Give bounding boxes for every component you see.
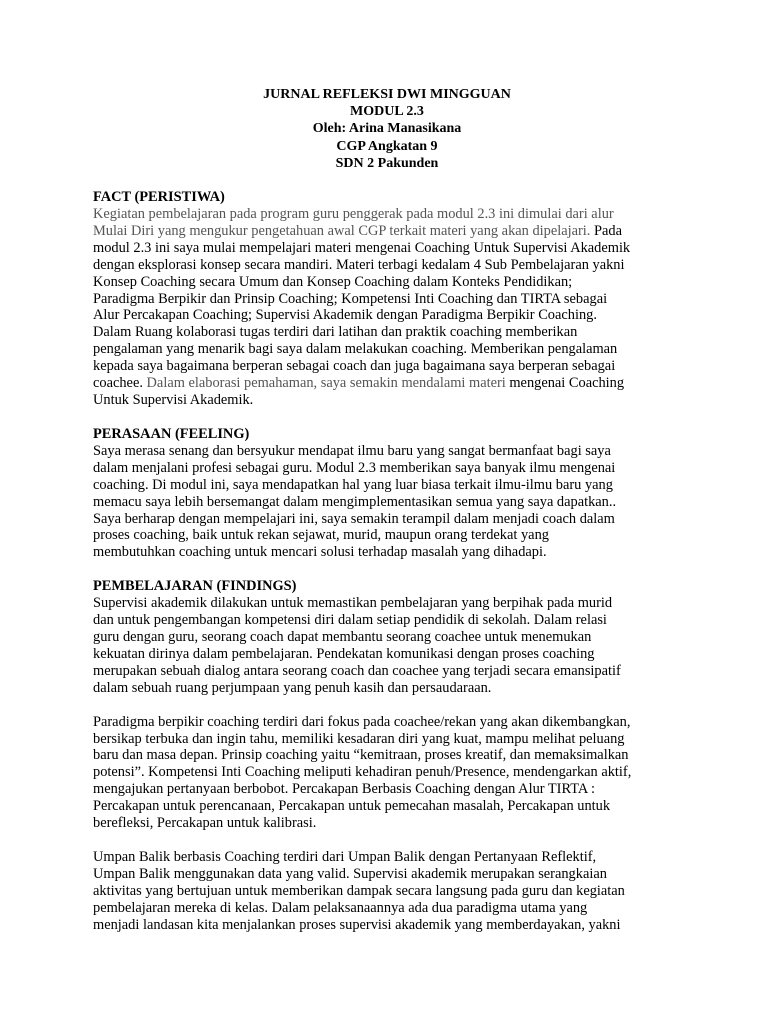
paragraph-line: pengalaman yang menarik bagi saya dalam melakukan coaching. Memberikan pengalaman xyxy=(93,341,618,358)
paragraph-line: baru dan masa depan. Prinsip coaching yaitu “kemitraan, proses kreatif, dan memaksimalkan xyxy=(93,747,629,764)
author-line: Oleh: Arina Manasikana xyxy=(312,121,462,137)
paragraph-line: Saya merasa senang dan bersyukur mendapat ilmu baru yang sangat bermanfaat bagi saya xyxy=(93,442,611,459)
paragraph-line: kepada saya bagaimana berperan sebagai coach dan juga bagaimana saya berperan sebagai xyxy=(93,358,616,375)
paragraph-line: dalam menjalani profesi sebagai guru. Modul 2.3 memberikan saya banyak ilmu mengenai xyxy=(93,459,616,476)
findings-heading: PEMBELAJARAN (FINDINGS) xyxy=(93,578,297,595)
paragraph-line: Saya berharap dengan mempelajari ini, saya semakin terampil dalam menjadi coach dalam xyxy=(93,510,615,527)
paragraph-line: modul 2.3 ini saya mulai mempelajari materi mengenai Coaching Untuk Supervisi Akademik xyxy=(93,239,631,256)
paragraph-line: membutuhkan coaching untuk mencari solusi terhadap masalah yang dihadapi. xyxy=(93,544,547,561)
paragraph-line: merupakan sebuah dialog antara seorang coach dan coachee yang terjadi secara emansipatif xyxy=(93,662,621,679)
paragraph-line: pembelajaran mereka di kelas. Dalam pelaksanaannya ada dua paradigma utama yang xyxy=(93,899,588,916)
paragraph-line: mengenai Coaching xyxy=(505,375,625,392)
fact-paragraph xyxy=(93,206,683,409)
paragraph-line: Dalam elaborasi pemahaman, saya semakin mendalami materi xyxy=(142,375,506,392)
paragraph-line: mengajukan pertanyaan berbobot. Percakapan Berbasis Coaching dengan Alur TIRTA : xyxy=(93,781,596,798)
paragraph-line: Mulai Diri yang mengukur pengetahuan awal CGP terkait materi yang akan dipelajari. xyxy=(93,222,591,239)
paragraph-line: dan untuk pengembangan kompetensi diri dalam setiap pendidik di sekolah. Dalam relasi xyxy=(93,612,607,629)
module-label: MODUL 2.3 xyxy=(350,104,424,120)
paragraph-line: menjadi landasan kita menjalankan proses supervisi akademik yang memberdayakan, yakni xyxy=(93,916,621,933)
paragraph-line: Paradigma Berpikir dan Prinsip Coaching; Kompetensi Inti Coaching dan TIRTA sebagai xyxy=(93,290,608,307)
paragraph-line: Supervisi akademik dilakukan untuk memastikan pembelajaran yang berpihak pada murid xyxy=(93,595,613,612)
paragraph-line: Percakapan untuk perencanaan, Percakapan untuk pemecahan masalah, Percakapan untuk xyxy=(93,798,611,815)
paragraph-line: Untuk Supervisi Akademik. xyxy=(93,391,254,408)
feeling-paragraph xyxy=(93,443,683,561)
paragraph-line: Umpan Balik berbasis Coaching terdiri dari Umpan Balik dengan Pertanyaan Reflektif, xyxy=(93,849,597,866)
paragraph-line: dalam sebuah ruang perjumpaan yang penuh kasih dan persaudaraan. xyxy=(93,679,492,696)
paragraph-line: kekuatan dirinya dalam pembelajaran. Pendekatan komunikasi dengan proses coaching xyxy=(93,645,595,662)
paragraph-line: Kegiatan pembelajaran pada program guru penggerak pada modul 2.3 ini dimulai dari alur xyxy=(93,206,614,223)
paragraph-line: Paradigma berpikir coaching terdiri dari fokus pada coachee/rekan yang akan dikembangkan, xyxy=(93,713,631,730)
paragraph-line: coachee. xyxy=(93,375,143,392)
document-title: JURNAL REFLEKSI DWI MINGGUAN xyxy=(263,87,511,102)
paragraph-line: proses coaching, baik untuk rekan sejawat, murid, maupun orang terdekat yang xyxy=(93,527,549,544)
paragraph-line: bersikap terbuka dan ingin tahu, memiliki kesadaran diri yang kuat, mampu melihat peluang xyxy=(93,730,625,747)
paragraph-line: berefleksi, Percakapan untuk kalibrasi. xyxy=(93,815,317,832)
findings-paragraph-2 xyxy=(93,714,683,832)
paragraph-line: dengan eksplorasi konsep secara mandiri. Materi terbagi kedalam 4 Sub Pembelajaran yakni xyxy=(93,256,625,273)
school-line: SDN 2 Pakunden xyxy=(335,155,439,171)
paragraph-line: memacu saya lebih bersemangat dalam mengimplementasikan semua yang saya dapatkan.. xyxy=(93,493,617,510)
paragraph-line: coaching. Di modul ini, saya mendapatkan hal yang luar biasa terkait ilmu-ilmu baru yang xyxy=(93,476,613,493)
paragraph-line: Alur Percakapan Coaching; Supervisi Akademik dengan Paradigma Berpikir Coaching. xyxy=(93,307,597,324)
feeling-heading: PERASAAN (FEELING) xyxy=(93,425,250,442)
paragraph-line: Konsep Coaching secara Umum dan Konsep Coaching dalam Konteks Pendidikan; xyxy=(93,273,573,290)
paragraph-line: guru dengan guru, seorang coach dapat membantu seorang coachee untuk menemukan xyxy=(93,629,592,646)
paragraph-line: potensi”. Kompetensi Inti Coaching meliputi kehadiran penuh/Presence, mendengarkan aktif, xyxy=(93,764,632,781)
document-header xyxy=(91,86,683,172)
paragraph-line: aktivitas yang bertujuan untuk memberikan dampak secara langsung pada guru dan kegiatan xyxy=(93,882,625,899)
paragraph-line: Dalam Ruang kolaborasi tugas terdiri dari latihan dan praktik coaching memberikan xyxy=(93,324,578,341)
findings-paragraph-3 xyxy=(93,849,683,934)
document-page xyxy=(93,86,683,934)
findings-paragraph-1 xyxy=(93,595,683,696)
paragraph-line: Umpan Balik menggunakan data yang valid. Supervisi akademik merupakan serangkaian xyxy=(93,865,607,882)
cohort-line: CGP Angkatan 9 xyxy=(336,138,438,154)
paragraph-line: Pada xyxy=(590,222,622,239)
fact-heading: FACT (PERISTIWA) xyxy=(93,189,225,206)
